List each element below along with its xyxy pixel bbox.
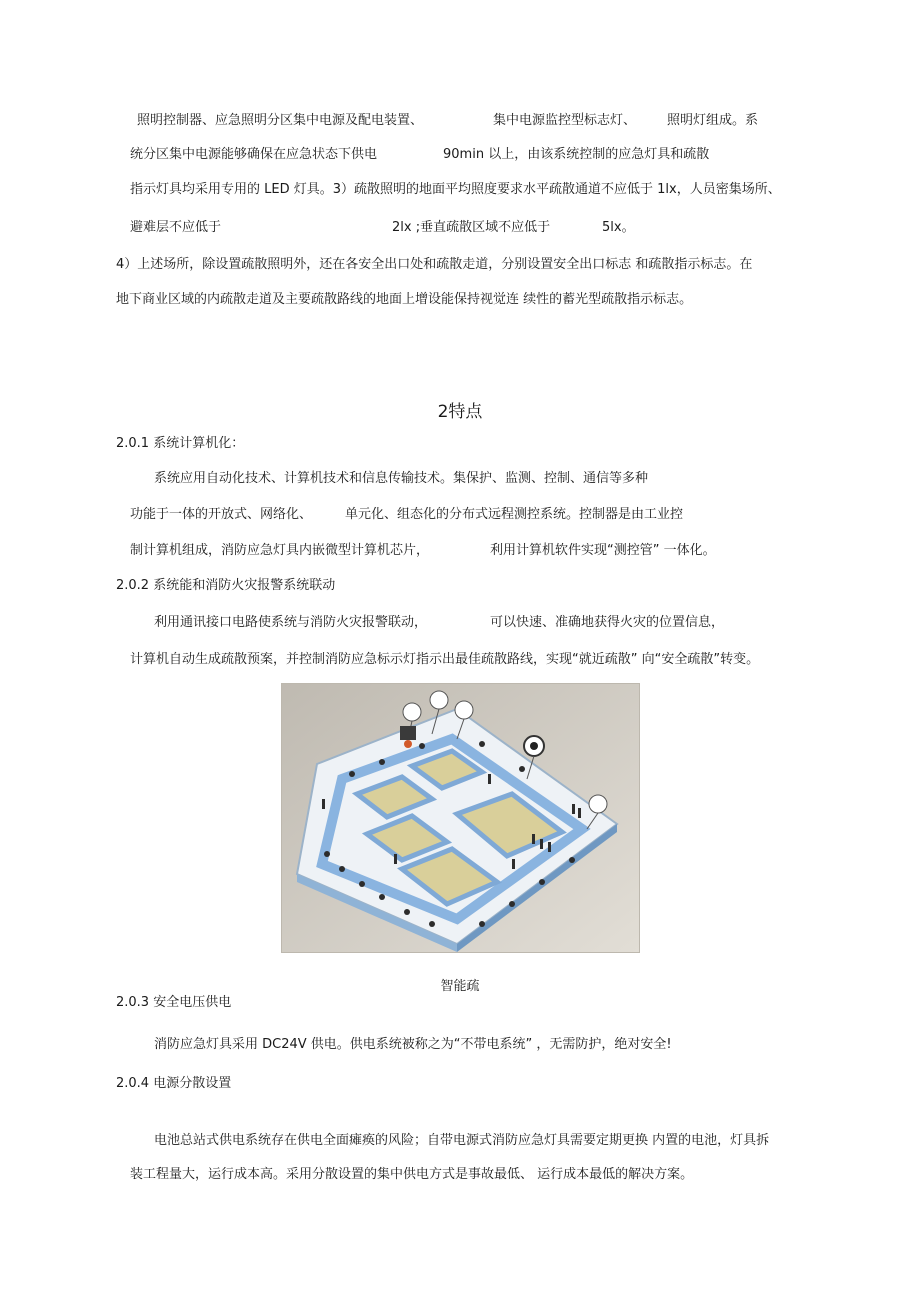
subsection-heading: 2.0.2 系统能和消防火灾报警系统联动 (116, 578, 336, 593)
evacuation-diagram-photo (281, 683, 640, 953)
body-text-line: 集中电源监控型标志灯、 (493, 113, 637, 128)
body-text-line: 90min 以上，由该系统控制的应急灯具和疏散 (443, 147, 710, 162)
body-text-line: 利用计算机软件实现“测控管” 一体化。 (490, 543, 716, 558)
evacuation-floorplan-illustration (282, 684, 640, 953)
figure-caption: 智能疏 (440, 979, 480, 994)
body-text-line: 制计算机组成，消防应急灯具内嵌微型计算机芯片， (130, 543, 430, 558)
body-text-line: 4）上述场所，除设置疏散照明外，还在各安全出口处和疏散走道，分别设置安全出口标志 和疏散指示标志。在 (116, 257, 753, 272)
subsection-heading: 2.0.1 系统计算机化： (116, 436, 245, 451)
body-text-line: 消防应急灯具采用 DC24V 供电。供电系统被称之为“不带电系统” ，无需防护，绝对安全! (154, 1037, 672, 1052)
body-text-line: 系统应用自动化技术、计算机技术和信息传输技术。集保护、监测、控制、通信等多种 (154, 471, 649, 486)
body-text-line: 指示灯具均采用专用的 LED 灯具。3）疏散照明的地面平均照度要求水平疏散通道不应低于 1lx，人员密集场所、 (130, 182, 781, 197)
subsection-heading: 2.0.4 电源分散设置 (116, 1076, 232, 1091)
body-text-line: 计算机自动生成疏散预案，并控制消防应急标示灯指示出最佳疏散路线，实现“就近疏散” 向“安全疏散”转变。 (130, 652, 760, 667)
body-text-line: 装工程量大，运行成本高。采用分散设置的集中供电方式是事故最低、 运行成本最低的解决方案。 (130, 1167, 694, 1182)
body-text-line: 避难层不应低于 (130, 220, 222, 235)
section-title: 2特点 (437, 402, 483, 422)
body-text-line: 照明控制器、应急照明分区集中电源及配电装置、 (137, 113, 424, 128)
body-text-line: 可以快速、准确地获得火灾的位置信息， (490, 615, 725, 630)
body-text-line: 利用通讯接口电路使系统与消防火灾报警联动， (154, 615, 428, 630)
body-text-line: 统分区集中电源能够确保在应急状态下供电 (130, 147, 378, 162)
subsection-heading: 2.0.3 安全电压供电 (116, 995, 232, 1010)
body-text-line: 5lx。 (602, 220, 635, 235)
body-text-line: 照明灯组成。系 (667, 113, 759, 128)
body-text-line: 功能于一体的开放式、网络化、 (130, 507, 313, 522)
body-text-line: 电池总站式供电系统存在供电全面瘫痪的风险；自带电源式消防应急灯具需要定期更换 内置的电池，灯具拆 (154, 1133, 770, 1148)
body-text-line: 单元化、组态化的分布式远程测控系统。控制器是由工业控 (345, 507, 684, 522)
body-text-line: 地下商业区域的内疏散走道及主要疏散路线的地面上增设能保持视觉连 续性的蓄光型疏散指示标志。 (116, 292, 693, 307)
body-text-line: 2lx ;垂直疏散区域不应低于 (392, 220, 551, 235)
